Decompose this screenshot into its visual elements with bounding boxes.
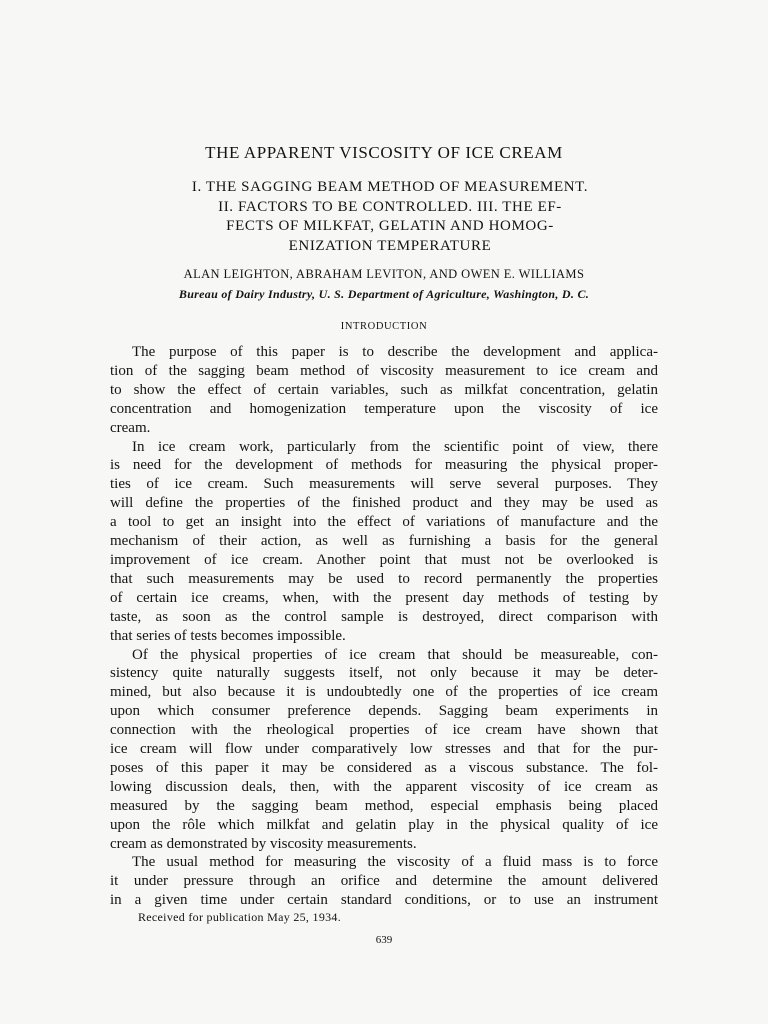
author-list: ALAN LEIGHTON, ABRAHAM LEVITON, AND OWEN E. WILLIAMS [183, 267, 585, 281]
paper-subtitle [140, 178, 640, 256]
text-line: a tool to get an insight into the effect of variations of manufacture and the [110, 514, 658, 531]
body-text [110, 343, 658, 910]
text-line: mined, but also because it is undoubtedly one of the properties of ice cream [110, 684, 658, 701]
text-line: mechanism of their action, as well as furnishing a basis for the general [110, 533, 658, 550]
subtitle-line: FECTS OF MILKFAT, GELATIN AND HOMOG- [226, 218, 554, 234]
text-line: in a given time under certain standard conditions, or to use an instrument [110, 892, 658, 909]
section-heading: INTRODUCTION [340, 321, 428, 332]
text-line: poses of this paper it may be considered as a viscous substance. The fol- [110, 759, 658, 776]
page-number: 639 [375, 934, 393, 946]
subtitle-line: I. THE SAGGING BEAM METHOD OF MEASUREMENT. [191, 179, 589, 195]
text-line: that series of tests becomes impossible. [110, 627, 346, 644]
text-line: connection with the rheological properties of ice cream have shown that [110, 722, 658, 739]
text-line: to show the effect of certain variables, such as milkfat concentration, gelatin [110, 381, 658, 398]
text-line: improvement of ice cream. Another point that must not be overlooked is [110, 551, 658, 568]
text-line: it under pressure through an orifice and determine the amount delivered [110, 873, 658, 890]
text-line: is need for the development of methods for measuring the physical proper- [110, 457, 658, 474]
text-line: measured by the sagging beam method, especial emphasis being placed [110, 797, 658, 814]
text-line: tion of the sagging beam method of viscosity measurement to ice cream and [110, 362, 658, 379]
text-line: ice cream will flow under comparatively low stresses and that for the pur- [110, 741, 658, 758]
text-line: concentration and homogenization temperature upon the viscosity of ice [110, 400, 658, 417]
footnote: Received for publication May 25, 1934. [138, 910, 342, 924]
text-line: will define the properties of the finished product and they may be used as [110, 495, 658, 512]
text-line: In ice cream work, particularly from the scientific point of view, there [132, 438, 658, 455]
text-line: that such measurements may be used to record permanently the properties [110, 570, 658, 587]
text-line: Of the physical properties of ice cream that should be measureable, con- [132, 646, 658, 663]
text-line: taste, as soon as the control sample is destroyed, direct comparison with [110, 608, 658, 625]
subtitle-line: ENIZATION TEMPERATURE [288, 237, 492, 254]
text-line: upon which consumer preference depends. Sagging beam experiments in [110, 703, 658, 720]
text-line: cream. [110, 419, 151, 436]
text-line: upon the rôle which milkfat and gelatin play in the physical quality of ice [110, 816, 658, 833]
text-line: The usual method for measuring the viscosity of a fluid mass is to force [132, 854, 658, 871]
text-line: sistency quite naturally suggests itself, not only because it may be deter- [110, 665, 658, 682]
text-line: cream as demonstrated by viscosity measurements. [110, 835, 417, 852]
paper-title: THE APPARENT VISCOSITY OF ICE CREAM [205, 143, 563, 162]
text-line: lowing discussion deals, then, with the apparent viscosity of ice cream as [110, 778, 658, 795]
subtitle-line: II. FACTORS TO BE CONTROLLED. III. THE EF- [218, 198, 562, 215]
author-affiliation: Bureau of Dairy Industry, U. S. Department of Agriculture, Washington, D. C. [178, 287, 590, 301]
text-line: The purpose of this paper is to describe the development and applica- [132, 344, 658, 360]
text-line: of certain ice creams, when, with the present day methods of testing by [110, 589, 658, 606]
text-line: ties of ice cream. Such measurements will serve several purposes. They [110, 476, 658, 493]
